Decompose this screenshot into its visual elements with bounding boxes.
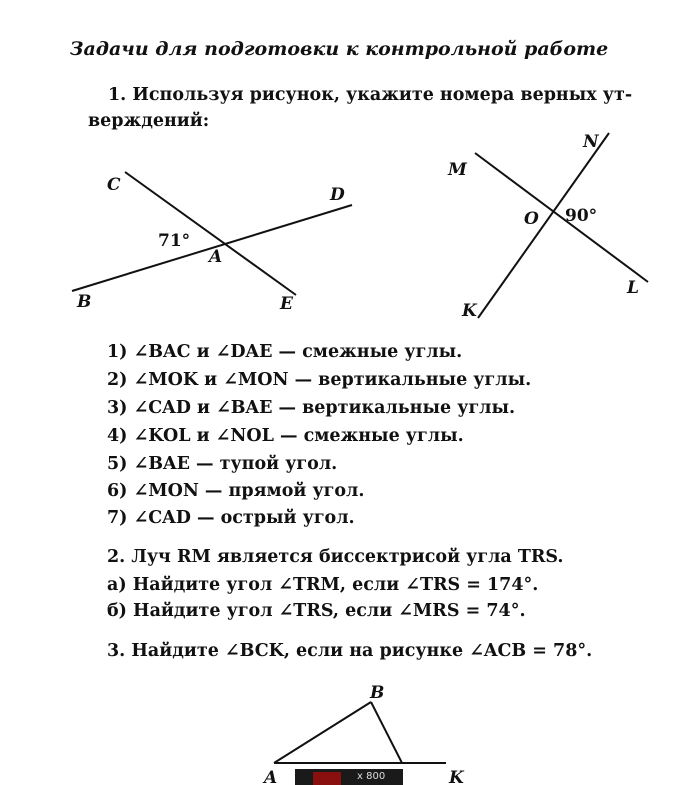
statement-6: 6) ∠MON — прямой угол. xyxy=(107,481,365,501)
angle-71-label: 71° xyxy=(158,231,191,251)
thumbnail-preview xyxy=(313,772,341,785)
label-o: O xyxy=(524,209,539,229)
label-k-fig3: K xyxy=(449,768,464,785)
statement-1: 1) ∠BAC и ∠DAE — смежные углы. xyxy=(107,342,463,362)
task3-line1: 3. Найдите ∠BCK, если на рисунке ∠ACB = 78°. xyxy=(107,641,593,661)
statement-5: 5) ∠BAE — тупой угол. xyxy=(107,454,338,474)
angle-90-label: 90° xyxy=(565,206,598,226)
image-thumbnail-overlay[interactable] xyxy=(295,769,403,785)
label-b: B xyxy=(77,292,92,312)
task1-line2: верждений: xyxy=(88,111,210,131)
label-b-fig3: B xyxy=(370,683,385,703)
label-n: N xyxy=(583,132,599,152)
segment-bc xyxy=(371,702,402,763)
label-c: C xyxy=(107,175,121,195)
label-d: D xyxy=(330,185,345,205)
task2-line2: а) Найдите угол ∠TRM, если ∠TRS = 174°. xyxy=(107,575,539,595)
page-heading: Задачи для подготовки к контрольной работе xyxy=(69,38,609,60)
label-e: E xyxy=(280,294,293,314)
label-a: A xyxy=(209,247,223,267)
task1-line1: 1. Используя рисунок, укажите номера верных ут- xyxy=(108,85,633,105)
statement-4: 4) ∠KOL и ∠NOL — смежные углы. xyxy=(107,426,464,446)
statement-7: 7) ∠CAD — острый угол. xyxy=(107,508,355,528)
label-m: M xyxy=(448,160,467,180)
thumbnail-zoom-tag: x 800 xyxy=(357,771,386,782)
task2-line3: б) Найдите угол ∠TRS, если ∠MRS = 74°. xyxy=(107,601,526,621)
label-a-fig3: A xyxy=(264,768,278,785)
label-k: K xyxy=(462,301,477,321)
label-l: L xyxy=(627,278,639,298)
task2-line1: 2. Луч RM является биссектрисой угла TRS. xyxy=(107,547,564,567)
statement-2: 2) ∠MOK и ∠MON — вертикальные углы. xyxy=(107,370,532,390)
segment-ab xyxy=(274,702,371,763)
statement-3: 3) ∠CAD и ∠BAE — вертикальные углы. xyxy=(107,398,516,418)
